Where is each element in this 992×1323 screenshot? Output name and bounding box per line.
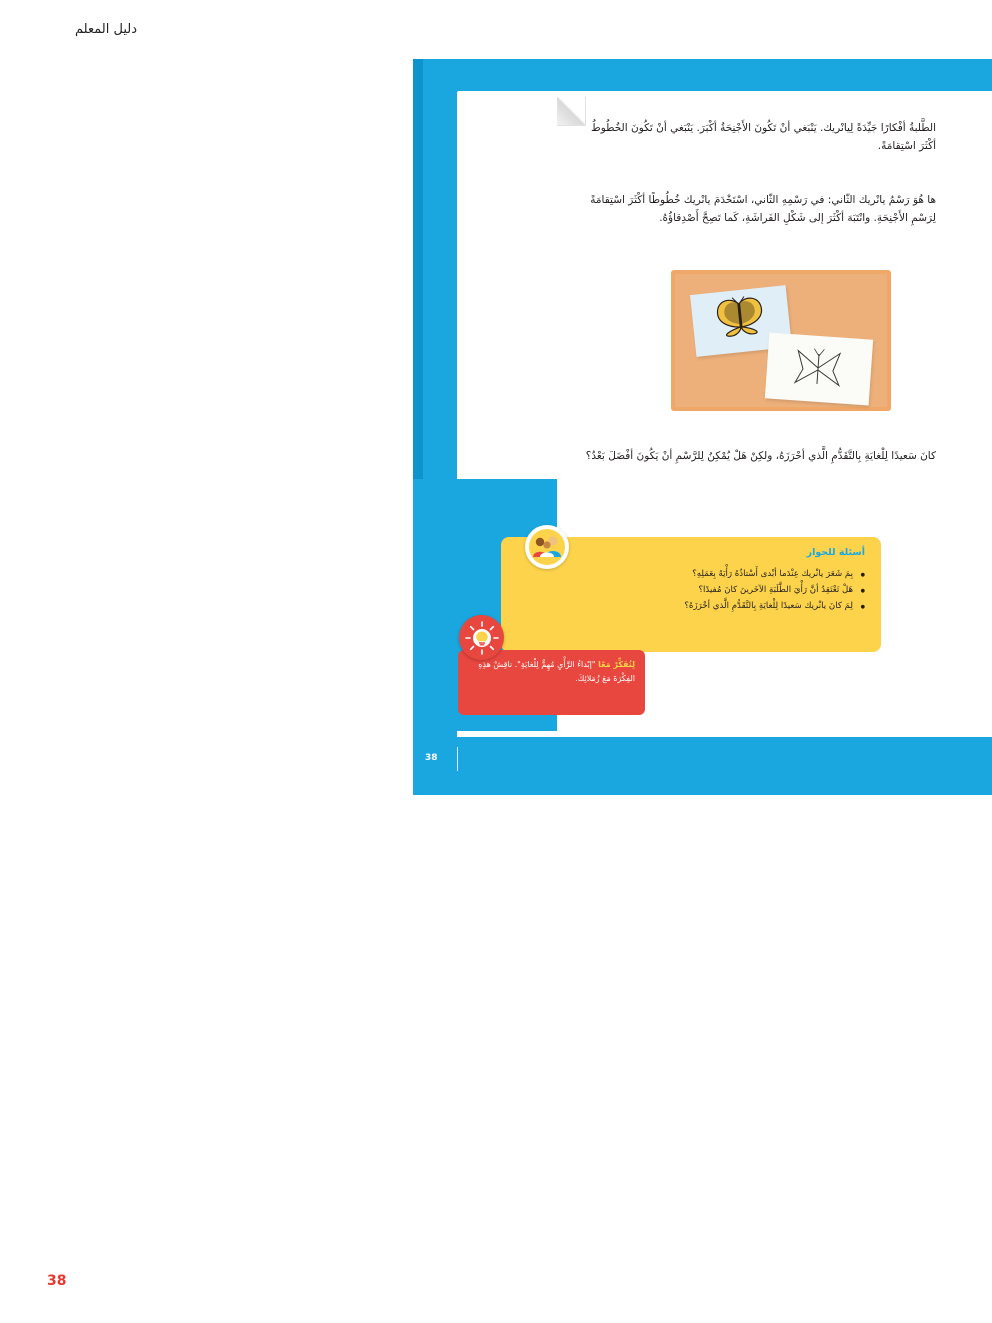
think-together-badge [459, 615, 504, 660]
list-item: ● لِمَ كانَ يانْريك سَعيدًا لِلْغايَةِ بِالتَّقَدُّمِ الَّذي أحْرَزَهُ؟ [529, 599, 865, 615]
butterfly-sketch-icon [785, 344, 850, 394]
page-number-divider [457, 747, 458, 771]
page-bottom-white-bar [457, 731, 992, 737]
textbook-page-preview [413, 59, 992, 795]
lesson-illustration [671, 270, 891, 411]
students-avatar-icon [529, 529, 565, 565]
butterfly-icon [711, 293, 769, 338]
illustration-background [675, 274, 887, 407]
page-header-label: دليل المعلم [75, 22, 137, 37]
list-item: ● بِمَ شَعَرَ يانْريك عِنْدَما أبْدى أَسْتاذُهُ رَأْيَهُ بِعَمَلِهِ؟ [529, 567, 865, 583]
discussion-title: أسئلة للحوار [806, 547, 865, 558]
think-together-label: لِنُفَكِّرْ مَعًا [598, 660, 635, 669]
think-together-body: "إبْداءُ الرَّأْيِ مُهِمٌّ لِلْغايَةِ". ناقِشْ هذِهِ الفِكْرَةَ مَعَ زُمَلائِكَ. [478, 660, 635, 683]
bulb-badge-inner [459, 615, 504, 660]
lightbulb-icon [462, 618, 502, 658]
lesson-paragraph-1: الطَّلبةُ أفْكارًا جَيِّدَةً لِيانْريك. يَنْبَغي أنْ تَكُونَ الأَجْنِحَةُ أكْبَرَ. يَنْبَغي أنْ تَكُونَ الخُطُوطُ أكْثَرَ اسْتِقامَةً. [591, 122, 936, 153]
inner-page-number: 38 [425, 753, 438, 763]
discussion-avatar-badge [525, 525, 569, 569]
think-together-text [469, 658, 635, 685]
lesson-paragraph-2: ها هُوَ رَسْمُ يانْريك الثّاني: في رَسْمِهِ الثّاني، اسْتَخْدَمَ يانْريك خُطُوطًا أكْثَرَ اسْتِقامَةً لِرَسْمِ الأَجْنِحَةِ. وانْتَبَهَ أكْثَرَ إلى شَكْلِ الفَراشَةِ، كَما تَصِحَّ أَصْدِقاؤُهُ. [590, 194, 936, 225]
list-item: ● هَلْ تَعْتَقِدُ أنَّ رَأْيَ الطَّلَبَةِ الآخَرينَ كانَ مُفيدًا؟ [529, 583, 865, 599]
page-number: 38 [47, 1273, 67, 1289]
lesson-paragraph-3: كانَ سَعيدًا لِلْغايَةِ بِالتَّقَدُّمِ الَّذي أحْرَزَهُ، ولكِنْ هَلْ يُمْكِنُ لِلرَّسْمِ أنْ يَكُونَ أفْضَلَ بَعْدُ؟ [585, 450, 936, 462]
avatar [529, 529, 565, 565]
discussion-question-list [529, 567, 865, 615]
